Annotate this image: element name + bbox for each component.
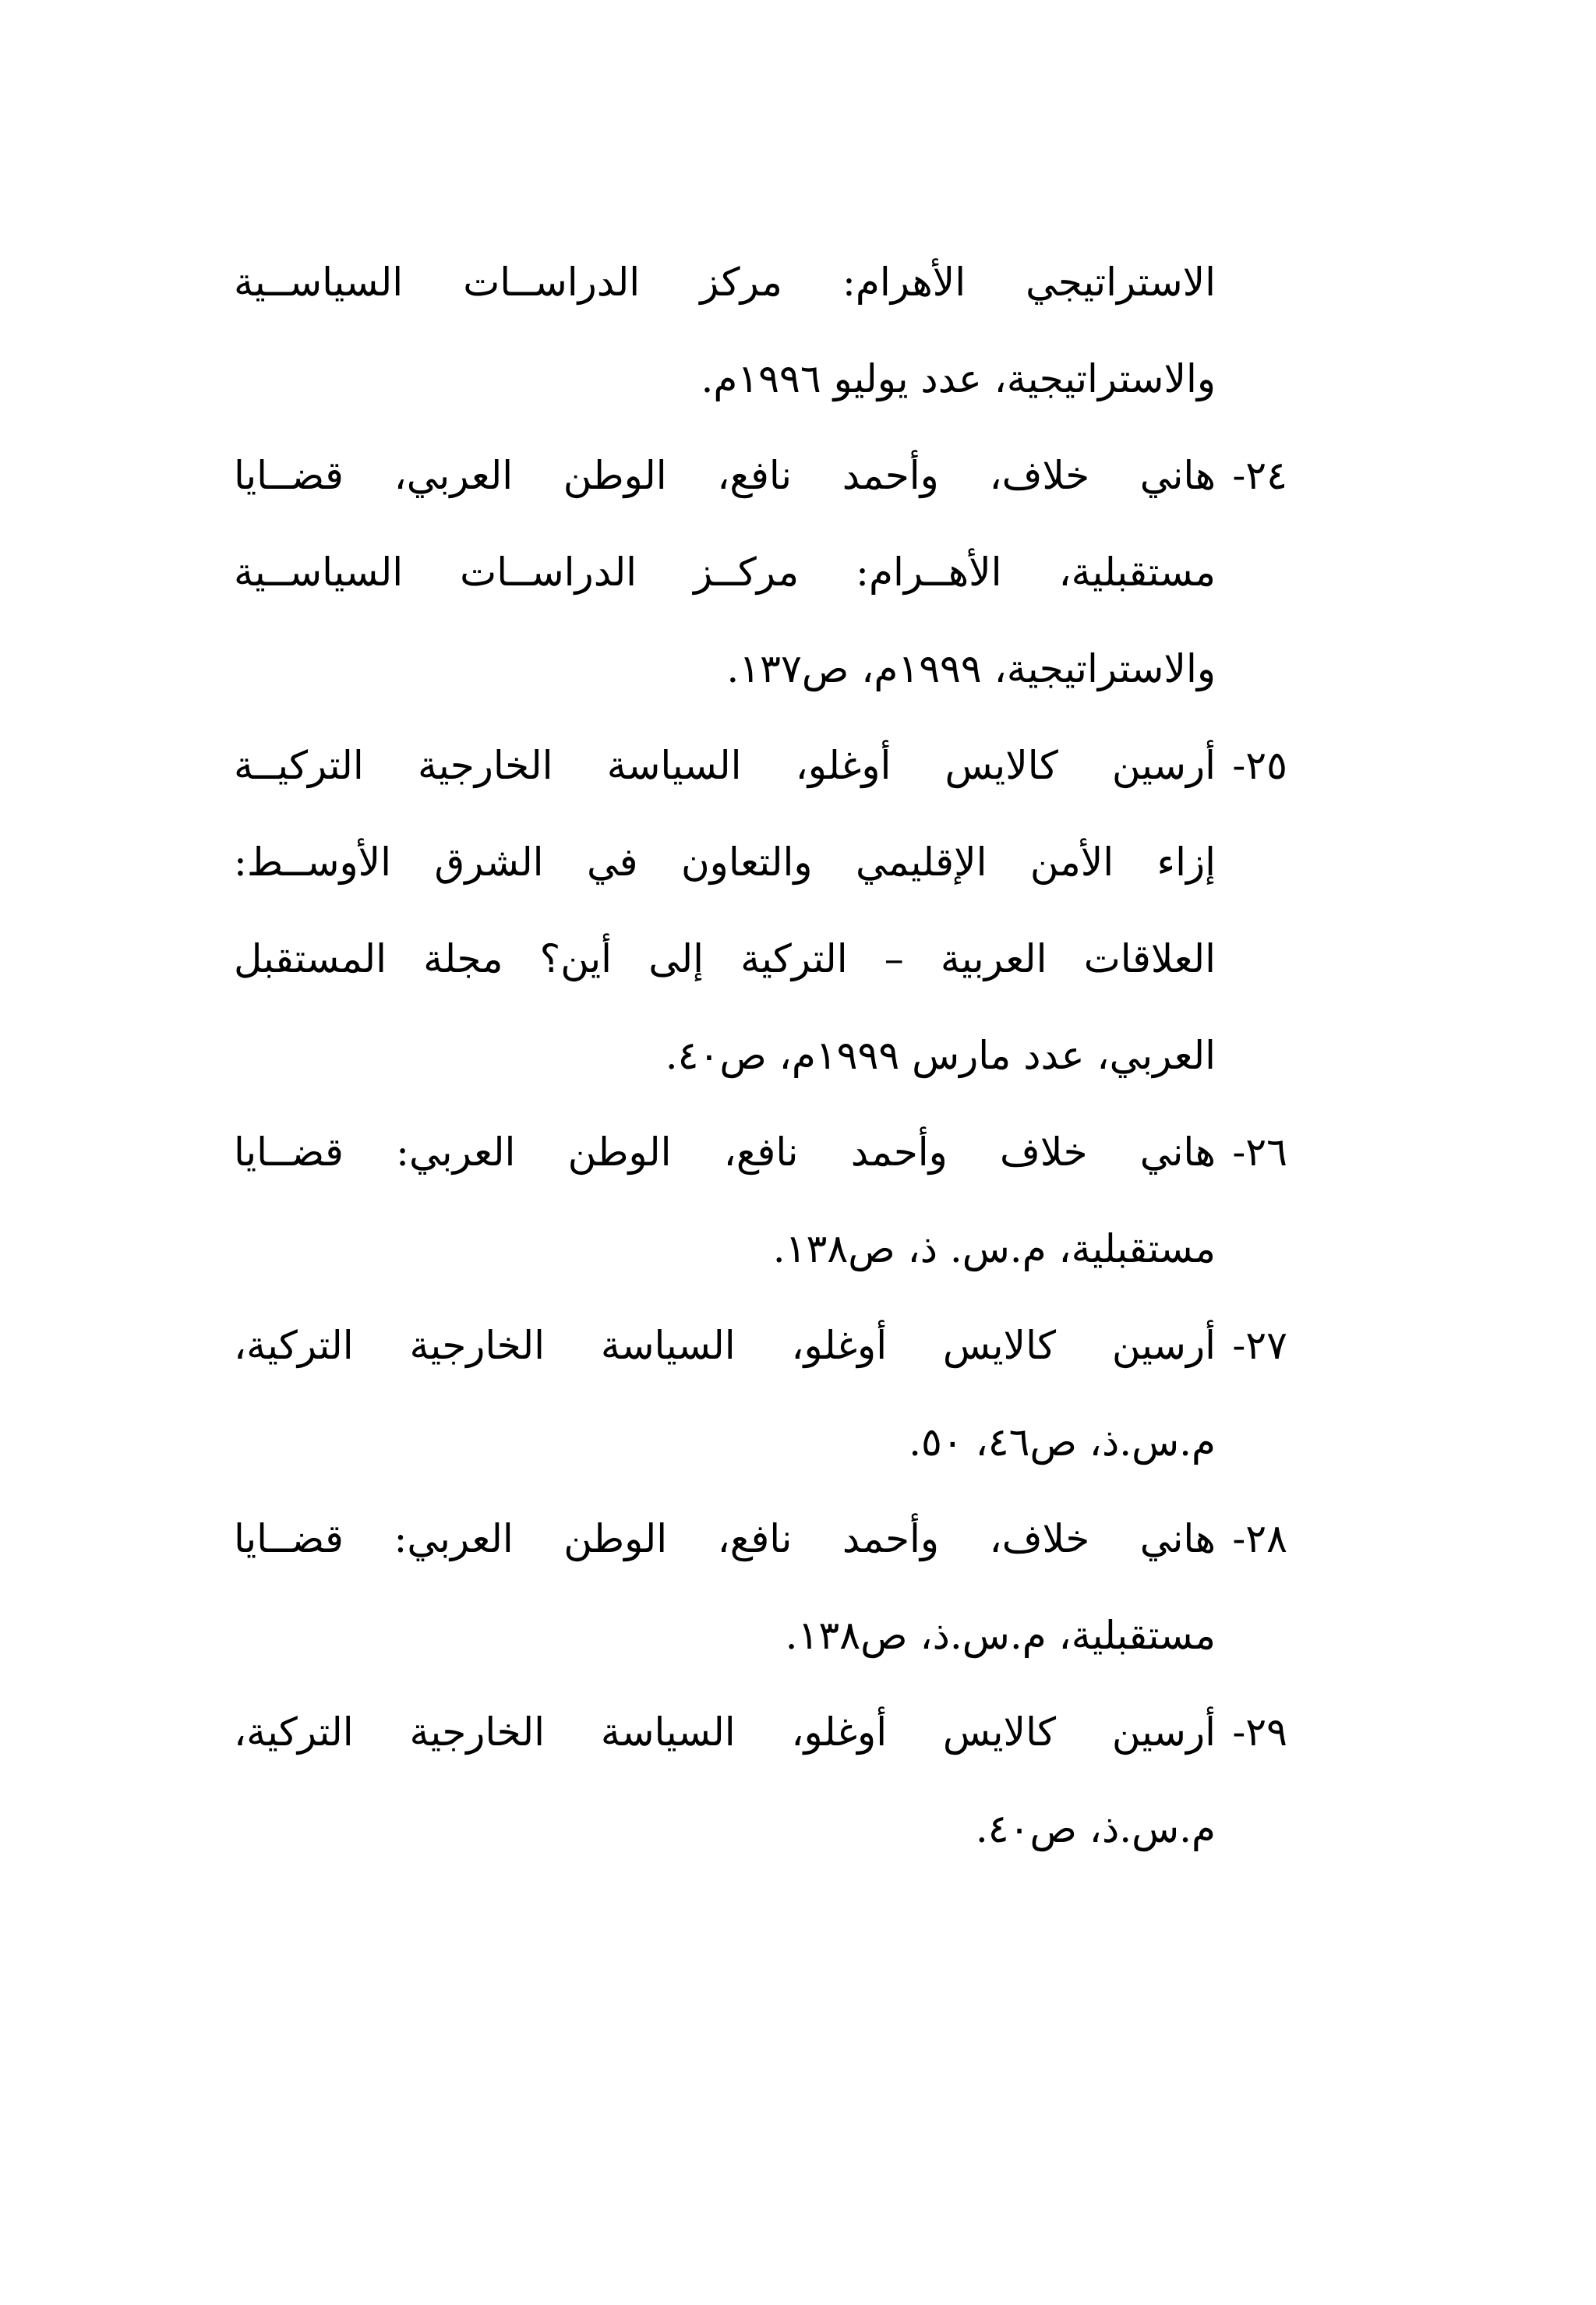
reference-line: والاستراتيجية، عدد يوليو ١٩٩٦م.: [701, 356, 1216, 401]
reference-text: [234, 717, 1216, 1104]
reference-line: هاني خلاف، وأحمد نافع، الوطن العربي، قضــايا: [234, 453, 1216, 498]
reference-line: هاني خلاف، وأحمد نافع، الوطن العربي: قضــايا: [234, 1516, 1216, 1561]
reference-text: [234, 427, 1216, 717]
reference-number: ٢٨-: [1232, 1516, 1287, 1561]
reference-line: م.س.ذ، ص٤٠.: [975, 1806, 1216, 1851]
reference-line: الاستراتيجي الأهرام: مركز الدراســات السياســية: [234, 260, 1216, 305]
reference-entry-24: [234, 427, 1287, 717]
reference-line: مستقبلية، م.س. ذ، ص١٣٨.: [772, 1226, 1216, 1271]
reference-line: مستقبلية، م.س.ذ، ص١٣٨.: [785, 1613, 1216, 1658]
reference-line: أرسين كالايس أوغلو، السياسة الخارجية التركية،: [234, 1323, 1216, 1368]
reference-line: م.س.ذ، ص٤٦، ٥٠.: [909, 1419, 1216, 1465]
reference-entry-29: [234, 1684, 1287, 1877]
reference-line: العربي، عدد مارس ١٩٩٩م، ص٤٠.: [665, 1033, 1216, 1078]
reference-number: ٢٧-: [1232, 1323, 1287, 1368]
reference-entry-28: [234, 1490, 1287, 1684]
reference-line: أرسين كالايس أوغلو، السياسة الخارجية التركية،: [234, 1709, 1216, 1755]
reference-text: [234, 1104, 1216, 1297]
reference-entry-27: [234, 1297, 1287, 1490]
reference-line: أرسين كالايس أوغلو، السياسة الخارجية التركيــة: [234, 743, 1216, 788]
reference-continuation: [234, 234, 1216, 427]
reference-line: إزاء الأمن الإقليمي والتعاون في الشرق الأوســط:: [234, 840, 1216, 885]
reference-entry-26: [234, 1104, 1287, 1297]
reference-line: هاني خلاف وأحمد نافع، الوطن العربي: قضــايا: [234, 1130, 1216, 1175]
reference-text: [234, 1684, 1216, 1877]
reference-line: مستقبلية، الأهــرام: مركــز الدراســات السياســية: [234, 550, 1216, 595]
reference-entry-25: [234, 717, 1287, 1104]
reference-number: ٢٩-: [1232, 1709, 1287, 1755]
reference-line: العلاقات العربية – التركية إلى أين؟ مجلة المستقبل: [234, 936, 1216, 981]
reference-number: ٢٥-: [1232, 743, 1287, 788]
reference-number: ٢٤-: [1232, 453, 1287, 498]
reference-line: والاستراتيجية، ١٩٩٩م، ص١٣٧.: [726, 646, 1216, 691]
references-list: [234, 234, 1287, 1877]
reference-text: [234, 1297, 1216, 1490]
reference-text: [234, 1490, 1216, 1684]
reference-number: ٢٦-: [1232, 1130, 1287, 1175]
